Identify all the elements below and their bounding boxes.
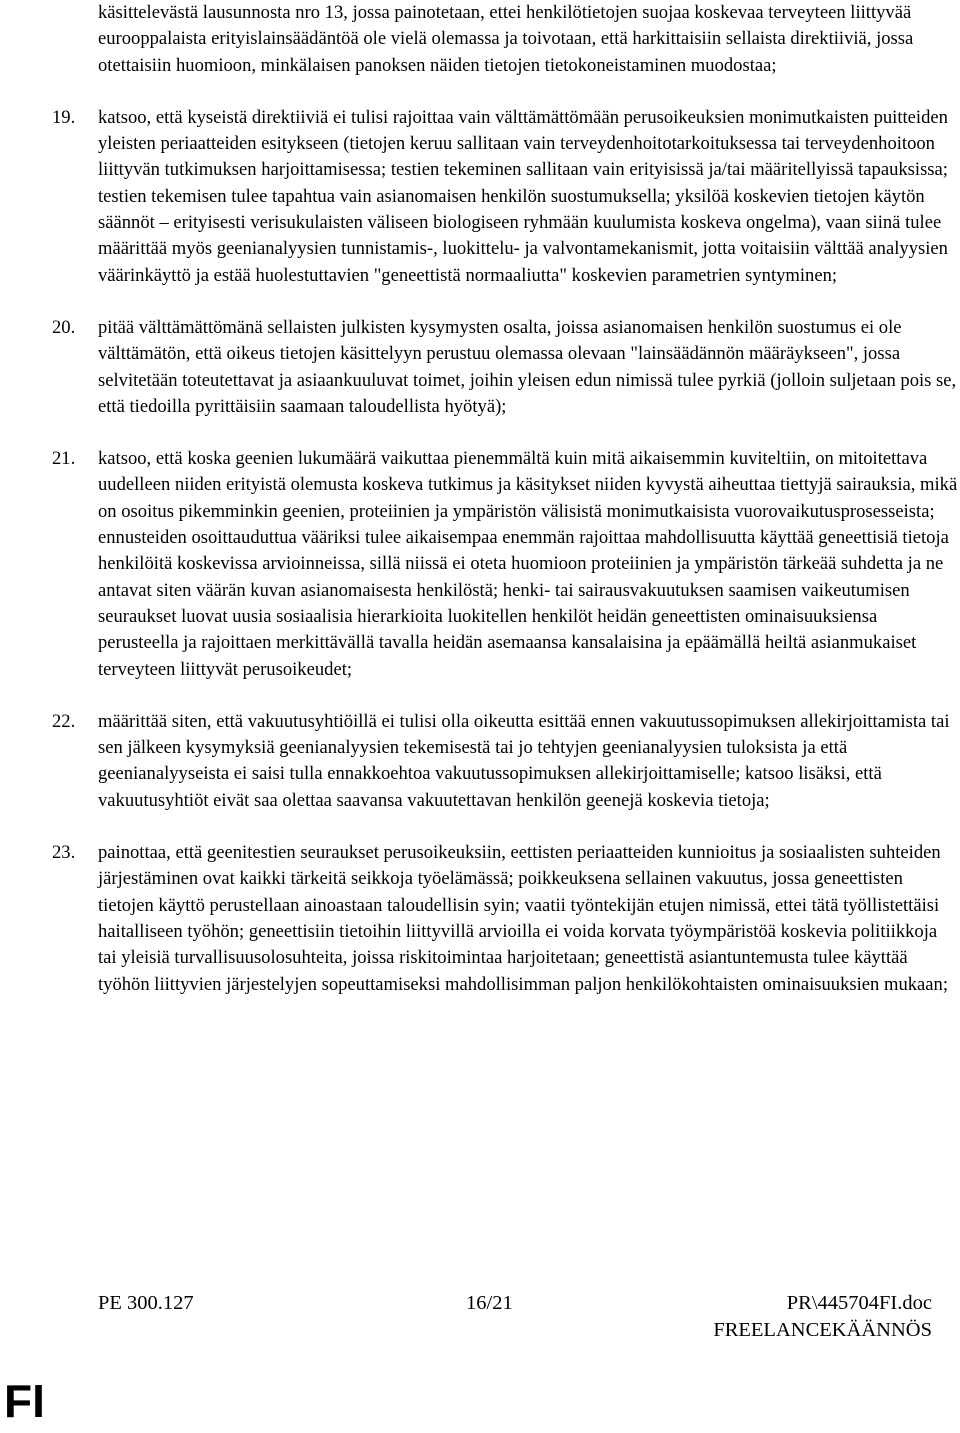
item-text: painottaa, että geenitestien seuraukset perusoikeuksiin, eettisten periaatteiden kunnioitus ja sosiaalisten suhteiden järjestäminen ovat kaikki tärkeitä seikkoja työelämässä; poikkeuksena sellainen vakuutus, jossa geneettisten tietojen käyttö perustellaan ainoastaan taloudellisin syin; vaatii työntekijän etujen nimissä, ettei tätä työllistettäisi haitalliseen työhön; geneettisiin tietoihin liittyvillä arvioilla ei voida korvata työympäristöä koskevia politiikkoja tai yleisiä turvallisuusolosuhteita, joissa riskitoimintaa harjoitetaan; geneettistä asiantuntemusta tulee käyttää työhön liittyvien järjestelyjen sopeuttamiseksi mahdollisimman paljon henkilökohtaisten ominaisuuksien mukaan;	[98, 842, 949, 995]
item-text: pitää välttämättömänä sellaisten julkisten kysymysten osalta, joissa asianomaisen henkilön suostumus ei ole välttämätön, että oikeus tietojen käsittelyyn perustuu olemassa olevaan "lainsäädännön määräykseen", jossa selvitetään toteutettavat ja asiaankuuluvat toimet, joihin yleisen edun nimissä tulee pyrkiä (jolloin suljetaan pois se, että tiedoilla pyrittäisiin saamaan taloudellista hyötyä);	[98, 316, 957, 417]
footer-page-number: 16/21	[466, 1292, 513, 1314]
footer-translation-note: FREELANCEKÄÄNNÖS	[713, 1319, 932, 1341]
item-number: 20.	[52, 316, 76, 338]
list-item-22	[52, 709, 960, 814]
list-item-23	[52, 840, 960, 998]
item-text: katsoo, että kyseistä direktiiviä ei tulisi rajoittaa vain välttämättömään perusoikeuksien monimutkaisten puitteiden yleisten periaatteiden esitykseen (tietojen keruu sallitaan vain terveydenhoitotarkoituksessa tai terveydenhoitoon liittyvän tutkimuksen harjoittamisessa; testien tekeminen sallitaan vain erityisissä ja/tai määritellyissä tapauksissa; testien tekemisen tulee tapahtua vain asianomaisen henkilön suostumuksella; yksilöä koskevien tietojen käytön säännöt – erityisesti verisukulaisten väliseen biologiseen ryhmään kuulumista koskeva ongelma), vaan siinä tulee määrittää myös geenianalyysien tunnistamis-, luokittelu- ja valvontamekanismit, jotta voitaisiin välttää analyysien väärinkäyttö ja estää huolestuttavien "geneettistä normaaliutta" koskevien parametrien syntyminen;	[98, 106, 948, 286]
item-number: 23.	[52, 842, 76, 864]
item-number: 21.	[52, 448, 76, 470]
list-item-20	[52, 315, 960, 420]
item-number: 22.	[52, 710, 76, 732]
item-text: määrittää siten, että vakuutusyhtiöillä ei tulisi olla oikeutta esittää ennen vakuutussopimuksen allekirjoittamista tai sen jälkeen kysymyksiä geenianalyysien tekemisestä tai jo tehtyjen geenianalyysien tuloksista ja että geenianalyyseista ei saisi tulla ennakkoehtoa vakuutussopimuksen allekirjoittamiselle; katsoo lisäksi, että vakuutusyhtiöt eivät saa olettaa saavansa vakuutettavan henkilön geenejä koskevia tietoja;	[98, 710, 950, 811]
intro-paragraph: käsittelevästä lausunnosta nro 13, jossa painotetaan, ettei henkilötietojen suojaa koskevaa terveyteen liittyvää eurooppalaista erityislainsäädäntöä ole vielä olemassa ja toivotaan, että harkittaisiin sellaista direktiiviä, jossa otettaisiin huomioon, minkälaisen panoksen näiden tietojen tietokoneistaminen muodostaa;	[98, 2, 914, 76]
item-number: 19.	[52, 106, 76, 128]
document-body	[52, 0, 960, 998]
list-item-19	[52, 105, 960, 289]
footer-file-name: PR\445704FI.doc	[786, 1292, 932, 1314]
language-code: FI	[4, 1375, 45, 1427]
list-item-21	[52, 446, 960, 683]
footer-document-ref: PE 300.127	[98, 1292, 194, 1314]
item-text: katsoo, että koska geenien lukumäärä vaikuttaa pienemmältä kuin mitä aikaisemmin kuviteltiin, on mitoitettava uudelleen niiden erityistä olemusta koskeva tutkimus ja käsitykset niiden kyvystä aiheuttaa tiettyjä sairauksia, mikä on osoitus pikemminkin geenien, proteiinien ja ympäristön välisistä monimutkaisista vuorovaikutusprosesseista; ennusteiden osoittauduttua vääriksi tulee aikaisempaa enemmän rajoittaa mahdollisuutta käyttää geneettisiä tietoja henkilöitä koskevissa arvioinneissa, sillä niissä ei oteta huomioon proteiinien ja ympäristön tärkeää suhdetta ja ne antavat siten väärän kuvan asianomaisesta henkilöstä; henki- tai sairausvakuutuksen saamisen vaikeutumisen seuraukset luovat uusia sosiaalisia hierarkioita luokitellen henkilöt heidän geneettisten ominaisuuksiensa perusteella ja rajoittaen merkittävällä tavalla heidän asemaansa kansalaisina ja epäämällä heiltä asianmukaiset terveyteen liittyvät perusoikeudet;	[98, 448, 958, 680]
